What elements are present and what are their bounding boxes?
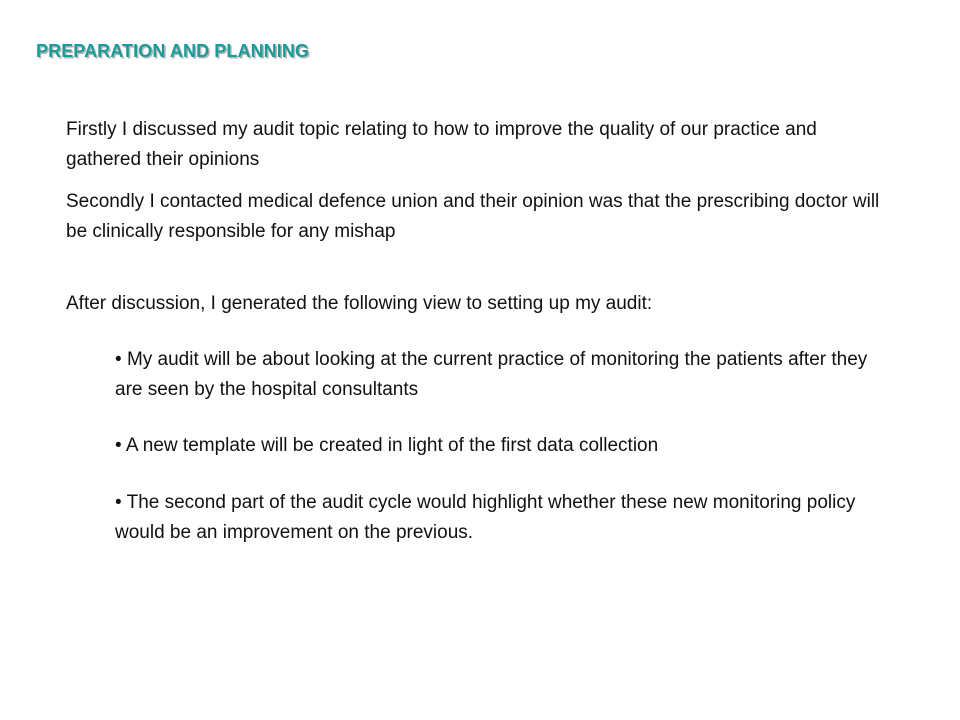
bullet-text: The second part of the audit cycle would highlight whether these new monitoring policy would be an improvement on the previous. — [115, 492, 856, 543]
paragraph-after-discussion: After discussion, I generated the following view to setting up my audit: — [66, 293, 653, 314]
bullet-dot: • — [115, 492, 122, 513]
bullet-item-second-cycle — [115, 488, 895, 548]
paragraph-discussion: Firstly I discussed my audit topic relating to how to improve the quality of our practice and gathered their opinions — [66, 119, 817, 170]
bullet-text: A new template will be created in light of the first data collection — [125, 435, 659, 456]
slide-title: PREPARATION AND PLANNING — [36, 41, 310, 61]
paragraph-defence-union: Secondly I contacted medical defence union and their opinion was that the prescribing doctor will be clinically responsible for any mishap — [66, 191, 880, 242]
bullet-text: My audit will be about looking at the current practice of monitoring the patients after they are seen by the hospital consultants — [115, 349, 868, 400]
bullet-dot: • — [115, 349, 122, 370]
bullet-dot: • — [115, 435, 122, 456]
bullet-item-new-template — [115, 431, 895, 461]
bullet-item-current-practice — [115, 345, 895, 405]
